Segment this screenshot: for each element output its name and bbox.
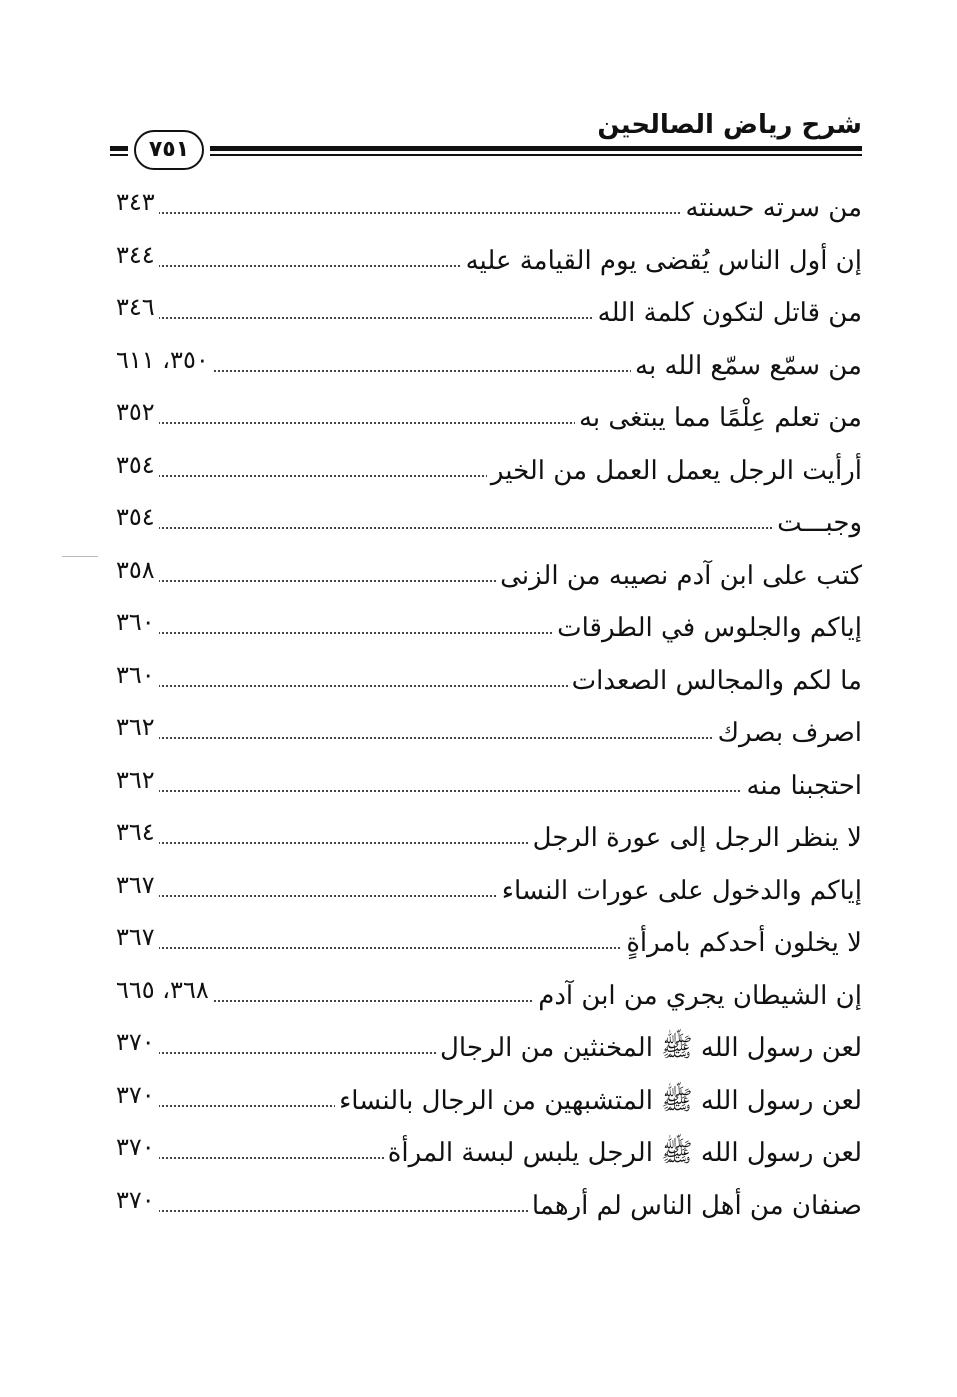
- entry-text: من تعلم عِلْمًا مما يبتغى به: [575, 400, 862, 436]
- entry-pages: ٣٦٨، ٦٦٥: [116, 974, 213, 1006]
- entry-text: كتب على ابن آدم نصيبه من الزنى: [496, 558, 862, 594]
- index-entry: [116, 865, 862, 918]
- entry-pages: ٣٦٢: [116, 711, 159, 743]
- header-rule-short-thick: [110, 146, 128, 151]
- header-rule-short-thin: [110, 154, 128, 156]
- entry-text: إياكم والدخول على عورات النساء: [498, 873, 862, 909]
- entry-pages: ٣٤٦: [116, 291, 159, 323]
- entry-pages: ٣٧٠: [116, 1184, 159, 1216]
- index-entry: [116, 1075, 862, 1128]
- index-entry: [116, 340, 862, 393]
- entry-pages: ٣٧٠: [116, 1131, 159, 1163]
- index-entry: [116, 707, 862, 760]
- entry-pages: ٣٥٢: [116, 396, 159, 428]
- entry-text: من سمّع سمّع الله به: [631, 348, 862, 384]
- leader-dots: [122, 527, 856, 529]
- index-entry: [116, 550, 862, 603]
- header-rule-thin: [210, 154, 862, 156]
- page-number-badge: ٧٥١: [134, 130, 204, 170]
- index-entry: [116, 182, 862, 235]
- entry-pages: ٣٤٣: [116, 186, 159, 218]
- index-entry: [116, 760, 862, 813]
- entry-text: اصرف بصرك: [714, 715, 862, 751]
- margin-mark: [62, 556, 98, 557]
- entry-pages: ٣٦٧: [116, 869, 159, 901]
- index-entry: [116, 497, 862, 550]
- index-entry: [116, 602, 862, 655]
- index-entry: [116, 445, 862, 498]
- entry-text: وجبـــت: [773, 505, 862, 541]
- entry-text: من قاتل لتكون كلمة الله: [594, 295, 862, 331]
- index-entry: [116, 917, 862, 970]
- header-rule-thick: [210, 146, 862, 151]
- entry-pages: ٣٦٧: [116, 921, 159, 953]
- index-entry: [116, 970, 862, 1023]
- entry-text: إن الشيطان يجري من ابن آدم: [534, 978, 862, 1014]
- index-entry: [116, 392, 862, 445]
- entry-pages: ٣٥٤: [116, 501, 159, 533]
- book-title: شرح رياض الصالحين: [597, 110, 862, 140]
- entry-text: إياكم والجلوس في الطرقات: [553, 610, 862, 646]
- entry-pages: ٣٦٤: [116, 816, 159, 848]
- entry-text: لا ينظر الرجل إلى عورة الرجل: [529, 820, 862, 856]
- entry-pages: ٣٥٠، ٦١١: [116, 344, 213, 376]
- index-entry: [116, 287, 862, 340]
- entry-pages: ٣٦٠: [116, 659, 159, 691]
- entry-text: أرأيت الرجل يعمل العمل من الخير: [487, 453, 862, 489]
- page-header: [110, 108, 862, 178]
- entry-pages: ٣٧٠: [116, 1079, 159, 1111]
- entry-text: لا يخلون أحدكم بامرأةٍ: [622, 925, 862, 961]
- index-entry: [116, 1022, 862, 1075]
- entry-text: احتجبنا منه: [742, 768, 862, 804]
- entry-text: لعن رسول الله ﷺ الرجل يلبس لبسة المرأة: [384, 1135, 862, 1171]
- entry-pages: ٣٦٢: [116, 764, 159, 796]
- entry-pages: ٣٥٤: [116, 449, 159, 481]
- entry-text: صنفان من أهل الناس لم أرهما: [528, 1188, 862, 1224]
- index-entry: [116, 1180, 862, 1233]
- entry-pages: ٣٦٠: [116, 606, 159, 638]
- index-entry: [116, 655, 862, 708]
- index-entries: [116, 182, 862, 1232]
- entry-text: ما لكم والمجالس الصعدات: [568, 663, 862, 699]
- entry-text: لعن رسول الله ﷺ المتشبهين من الرجال بالنساء: [335, 1083, 862, 1119]
- entry-pages: ٣٧٠: [116, 1026, 159, 1058]
- entry-pages: ٣٥٨: [116, 554, 159, 586]
- entry-text: لعن رسول الله ﷺ المخنثين من الرجال: [436, 1030, 862, 1066]
- entry-pages: ٣٤٤: [116, 239, 159, 271]
- entry-text: من سرته حسنته: [682, 190, 862, 226]
- index-entry: [116, 812, 862, 865]
- index-entry: [116, 235, 862, 288]
- index-entry: [116, 1127, 862, 1180]
- entry-text: إن أول الناس يُقضى يوم القيامة عليه: [462, 243, 862, 279]
